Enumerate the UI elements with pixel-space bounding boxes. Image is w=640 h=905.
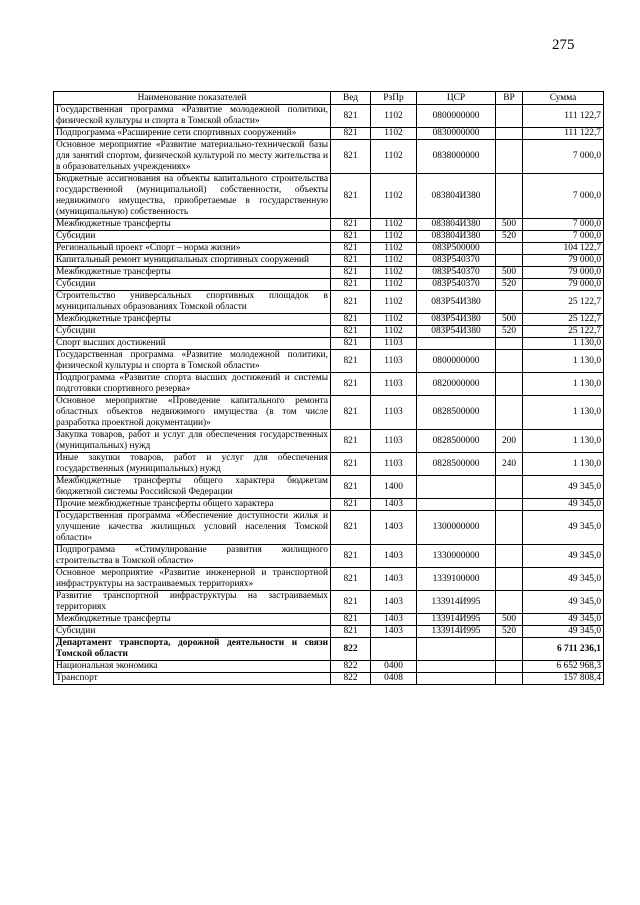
row-ved: 821 [331, 338, 371, 350]
row-vr: 500 [496, 267, 523, 279]
row-name: Бюджетные ассигнования на объекты капитального строительства государственной (муниципальной) собственности, объекты недвижимого имущества, приобретаемые в государственную (муниципальную) собственность [54, 174, 331, 219]
row-rzpr: 1102 [371, 128, 417, 140]
row-rzpr: 1102 [371, 255, 417, 267]
row-rzpr: 1403 [371, 499, 417, 511]
row-name: Государственная программа «Развитие молодежной политики, физической культуры и спорта в Томской области» [54, 350, 331, 373]
row-vr: 520 [496, 326, 523, 338]
header-name: Наименование показателей [54, 92, 331, 105]
table-row [54, 243, 604, 255]
row-sum: 104 122,7 [523, 243, 604, 255]
row-rzpr: 1102 [371, 326, 417, 338]
table-row [54, 326, 604, 338]
row-csr: 0828500000 [417, 453, 496, 476]
row-ved: 821 [331, 476, 371, 499]
budget-table [53, 91, 604, 685]
row-name: Субсидии [54, 326, 331, 338]
row-csr: 083804И380 [417, 174, 496, 219]
row-rzpr: 1102 [371, 243, 417, 255]
table-row [54, 591, 604, 614]
row-ved: 821 [331, 545, 371, 568]
row-ved: 821 [331, 255, 371, 267]
table-row [54, 314, 604, 326]
row-vr: 200 [496, 430, 523, 453]
table-row [54, 128, 604, 140]
row-sum: 49 345,0 [523, 499, 604, 511]
row-csr: 083P500000 [417, 243, 496, 255]
row-rzpr: 1102 [371, 219, 417, 231]
row-name: Государственная программа «Обеспечение доступности жилья и улучшение качества жилищных условий населения Томской области» [54, 511, 331, 545]
row-rzpr: 1403 [371, 626, 417, 638]
table-row [54, 614, 604, 626]
row-name: Капитальный ремонт муниципальных спортивных сооружений [54, 255, 331, 267]
table-row [54, 396, 604, 430]
header-rzpr: РзПр [371, 92, 417, 105]
row-csr: 133914И995 [417, 591, 496, 614]
row-ved: 821 [331, 174, 371, 219]
row-sum: 79 000,0 [523, 255, 604, 267]
header-vr: ВР [496, 92, 523, 105]
row-name: Государственная программа «Развитие молодежной политики, физической культуры и спорта в Томской области» [54, 105, 331, 128]
row-ved: 821 [331, 219, 371, 231]
table-row [54, 350, 604, 373]
row-ved: 822 [331, 638, 371, 661]
row-sum: 25 122,7 [523, 291, 604, 314]
row-vr [496, 638, 523, 661]
table-row [54, 279, 604, 291]
row-sum: 49 345,0 [523, 626, 604, 638]
row-name: Департамент транспорта, дорожной деятельности и связи Томской области [54, 638, 331, 661]
row-csr: 133914И995 [417, 614, 496, 626]
row-csr: 0800000000 [417, 350, 496, 373]
row-ved: 821 [331, 279, 371, 291]
row-vr [496, 476, 523, 499]
row-name: Подпрограмма «Стимулирование развития жилищного строительства в Томской области» [54, 545, 331, 568]
row-csr: 083P54И380 [417, 326, 496, 338]
row-ved: 821 [331, 499, 371, 511]
row-ved: 821 [331, 591, 371, 614]
row-csr: 083804И380 [417, 231, 496, 243]
row-ved: 821 [331, 373, 371, 396]
row-vr [496, 243, 523, 255]
row-csr: 083804И380 [417, 219, 496, 231]
table-row [54, 105, 604, 128]
row-sum: 7 000,0 [523, 140, 604, 174]
row-name: Основное мероприятие «Проведение капитального ремонта областных объектов недвижимого имущества (в том числе разработка проектной документации)» [54, 396, 331, 430]
row-csr [417, 661, 496, 673]
row-rzpr: 1102 [371, 105, 417, 128]
row-vr: 240 [496, 453, 523, 476]
row-vr [496, 568, 523, 591]
row-vr: 500 [496, 219, 523, 231]
row-ved: 821 [331, 350, 371, 373]
row-rzpr: 1103 [371, 453, 417, 476]
table-row [54, 255, 604, 267]
row-name: Основное мероприятие «Развитие инженерной и транспортной инфраструктуры на застраиваемых территориях» [54, 568, 331, 591]
row-rzpr: 1102 [371, 314, 417, 326]
row-sum: 6 652 968,3 [523, 661, 604, 673]
row-csr: 1330000000 [417, 545, 496, 568]
row-ved: 821 [331, 626, 371, 638]
table-row [54, 545, 604, 568]
row-name: Строительство универсальных спортивных площадок в муниципальных образованиях Томской области [54, 291, 331, 314]
row-name: Субсидии [54, 231, 331, 243]
table-row [54, 140, 604, 174]
table-body [54, 105, 604, 685]
row-ved: 821 [331, 105, 371, 128]
row-sum: 1 130,0 [523, 430, 604, 453]
row-ved: 821 [331, 291, 371, 314]
row-csr: 0828500000 [417, 396, 496, 430]
header-csr: ЦСР [417, 92, 496, 105]
row-vr [496, 255, 523, 267]
row-vr [496, 174, 523, 219]
row-sum: 157 808,4 [523, 673, 604, 685]
row-csr [417, 338, 496, 350]
row-name: Межбюджетные трансферты [54, 614, 331, 626]
row-name: Основное мероприятие «Развитие материально-технической базы для занятий спортом, физической культурой по месту жительства и в образовательных учреждениях» [54, 140, 331, 174]
row-vr: 500 [496, 314, 523, 326]
row-ved: 821 [331, 267, 371, 279]
row-rzpr: 1103 [371, 373, 417, 396]
row-name: Иные закупки товаров, работ и услуг для обеспечения государственных (муниципальных) нужд [54, 453, 331, 476]
row-sum: 111 122,7 [523, 128, 604, 140]
row-ved: 821 [331, 453, 371, 476]
row-ved: 821 [331, 511, 371, 545]
row-name: Спорт высших достижений [54, 338, 331, 350]
row-csr [417, 638, 496, 661]
row-name: Субсидии [54, 279, 331, 291]
row-rzpr: 1400 [371, 476, 417, 499]
table-row [54, 511, 604, 545]
row-rzpr: 1102 [371, 279, 417, 291]
table-row [54, 373, 604, 396]
table-row [54, 661, 604, 673]
table-row [54, 174, 604, 219]
row-name: Подпрограмма «Развитие спорта высших достижений и системы подготовки спортивного резерва» [54, 373, 331, 396]
row-csr: 0830000000 [417, 128, 496, 140]
row-sum: 111 122,7 [523, 105, 604, 128]
table-row [54, 338, 604, 350]
row-rzpr: 1403 [371, 568, 417, 591]
row-vr [496, 291, 523, 314]
row-csr: 0838000000 [417, 140, 496, 174]
row-rzpr: 1103 [371, 338, 417, 350]
table-row [54, 267, 604, 279]
table-row [54, 638, 604, 661]
row-ved: 821 [331, 614, 371, 626]
row-csr: 0828500000 [417, 430, 496, 453]
table-row [54, 231, 604, 243]
row-sum: 1 130,0 [523, 338, 604, 350]
row-sum: 7 000,0 [523, 231, 604, 243]
row-rzpr: 0408 [371, 673, 417, 685]
row-csr: 083P540370 [417, 267, 496, 279]
row-rzpr: 1403 [371, 545, 417, 568]
row-name: Субсидии [54, 626, 331, 638]
row-csr: 133914И995 [417, 626, 496, 638]
row-vr [496, 661, 523, 673]
row-name: Межбюджетные трансферты [54, 314, 331, 326]
row-sum: 1 130,0 [523, 373, 604, 396]
row-vr [496, 545, 523, 568]
row-name: Национальная экономика [54, 661, 331, 673]
row-rzpr [371, 638, 417, 661]
row-name: Транспорт [54, 673, 331, 685]
row-csr: 083P540370 [417, 255, 496, 267]
table-row [54, 291, 604, 314]
row-vr: 500 [496, 614, 523, 626]
table-row [54, 626, 604, 638]
row-sum: 79 000,0 [523, 267, 604, 279]
row-name: Межбюджетные трансферты общего характера бюджетам бюджетной системы Российской Федерации [54, 476, 331, 499]
row-csr: 083P54И380 [417, 314, 496, 326]
row-rzpr: 1403 [371, 591, 417, 614]
header-sum: Сумма [523, 92, 604, 105]
row-sum: 7 000,0 [523, 174, 604, 219]
row-vr [496, 396, 523, 430]
table-row [54, 476, 604, 499]
row-sum: 25 122,7 [523, 326, 604, 338]
row-ved: 821 [331, 326, 371, 338]
row-ved: 821 [331, 314, 371, 326]
row-ved: 821 [331, 140, 371, 174]
row-csr: 083P54И380 [417, 291, 496, 314]
row-ved: 821 [331, 128, 371, 140]
row-name: Развитие транспортной инфраструктуры на застраиваемых территориях [54, 591, 331, 614]
row-ved: 821 [331, 231, 371, 243]
row-vr [496, 350, 523, 373]
row-vr [496, 105, 523, 128]
row-sum: 6 711 236,1 [523, 638, 604, 661]
table-row [54, 219, 604, 231]
row-rzpr: 1403 [371, 614, 417, 626]
row-vr [496, 140, 523, 174]
row-rzpr: 1403 [371, 511, 417, 545]
row-vr [496, 673, 523, 685]
row-name: Прочие межбюджетные трансферты общего характера [54, 499, 331, 511]
row-sum: 7 000,0 [523, 219, 604, 231]
table-row [54, 673, 604, 685]
row-sum: 49 345,0 [523, 591, 604, 614]
row-csr [417, 673, 496, 685]
row-name: Закупка товаров, работ и услуг для обеспечения государственных (муниципальных) нужд [54, 430, 331, 453]
row-rzpr: 1102 [371, 291, 417, 314]
row-vr [496, 338, 523, 350]
row-csr: 083P540370 [417, 279, 496, 291]
row-name: Региональный проект «Спорт – норма жизни» [54, 243, 331, 255]
row-ved: 821 [331, 243, 371, 255]
row-sum: 79 000,0 [523, 279, 604, 291]
row-csr: 1300000000 [417, 511, 496, 545]
row-ved: 822 [331, 673, 371, 685]
row-ved: 821 [331, 396, 371, 430]
row-vr [496, 128, 523, 140]
row-rzpr: 1103 [371, 430, 417, 453]
table-row [54, 430, 604, 453]
row-vr: 520 [496, 279, 523, 291]
row-vr: 520 [496, 626, 523, 638]
row-sum: 49 345,0 [523, 614, 604, 626]
row-sum: 49 345,0 [523, 568, 604, 591]
row-sum: 49 345,0 [523, 476, 604, 499]
row-ved: 822 [331, 661, 371, 673]
row-vr [496, 373, 523, 396]
row-rzpr: 1102 [371, 231, 417, 243]
row-vr [496, 499, 523, 511]
table-row [54, 499, 604, 511]
row-name: Подпрограмма «Расширение сети спортивных сооружений» [54, 128, 331, 140]
row-sum: 49 345,0 [523, 545, 604, 568]
row-rzpr: 1102 [371, 174, 417, 219]
row-vr: 520 [496, 231, 523, 243]
row-sum: 1 130,0 [523, 396, 604, 430]
header-ved: Вед [331, 92, 371, 105]
row-csr: 0820000000 [417, 373, 496, 396]
row-vr [496, 511, 523, 545]
table-row [54, 568, 604, 591]
table-header-row [54, 92, 604, 105]
row-sum: 1 130,0 [523, 350, 604, 373]
row-rzpr: 1102 [371, 267, 417, 279]
row-csr: 1339100000 [417, 568, 496, 591]
row-name: Межбюджетные трансферты [54, 219, 331, 231]
row-csr [417, 499, 496, 511]
page-number: 275 [552, 37, 575, 53]
row-csr: 0800000000 [417, 105, 496, 128]
row-ved: 821 [331, 430, 371, 453]
row-csr [417, 476, 496, 499]
table-row [54, 453, 604, 476]
row-rzpr: 1103 [371, 350, 417, 373]
row-rzpr: 1103 [371, 396, 417, 430]
row-vr [496, 591, 523, 614]
row-ved: 821 [331, 568, 371, 591]
row-sum: 49 345,0 [523, 511, 604, 545]
row-sum: 25 122,7 [523, 314, 604, 326]
row-sum: 1 130,0 [523, 453, 604, 476]
row-name: Межбюджетные трансферты [54, 267, 331, 279]
row-rzpr: 0400 [371, 661, 417, 673]
row-rzpr: 1102 [371, 140, 417, 174]
